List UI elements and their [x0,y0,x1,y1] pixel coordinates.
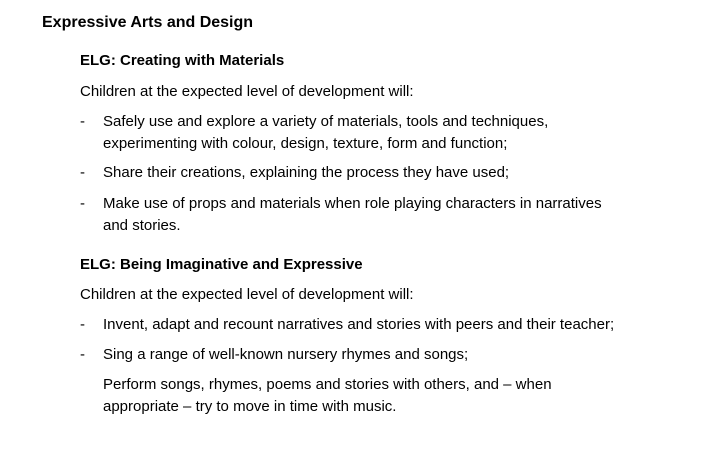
paragraph-text: Perform songs, rhymes, poems and stories with others, and – when appropriate – try to move in time with music. [103,376,552,415]
section-title-being-imaginative: ELG: Being Imaginative and Expressive [80,256,363,273]
section-intro: Children at the expected level of development will: [80,286,414,303]
bullet-dash: - [80,316,85,333]
bullet-dash: - [80,346,85,363]
list-item-text: Invent, adapt and recount narratives and stories with peers and their teacher; [103,316,615,333]
list-item-text: Safely use and explore a variety of materials, tools and techniques, experimenting with colour, design, texture, form and function; [103,113,549,152]
list-item-text: Sing a range of well-known nursery rhymes and songs; [103,346,469,363]
section-intro: Children at the expected level of development will: [80,83,414,100]
list-item-text: Make use of props and materials when role playing characters in narratives and stories. [103,195,602,234]
bullet-dash: - [80,164,85,181]
page-title: Expressive Arts and Design [42,14,254,31]
bullet-dash: - [80,195,85,212]
list-item-text: Share their creations, explaining the process they have used; [103,164,510,181]
section-title-creating-with-materials: ELG: Creating with Materials [80,52,285,69]
bullet-dash: - [80,113,85,130]
